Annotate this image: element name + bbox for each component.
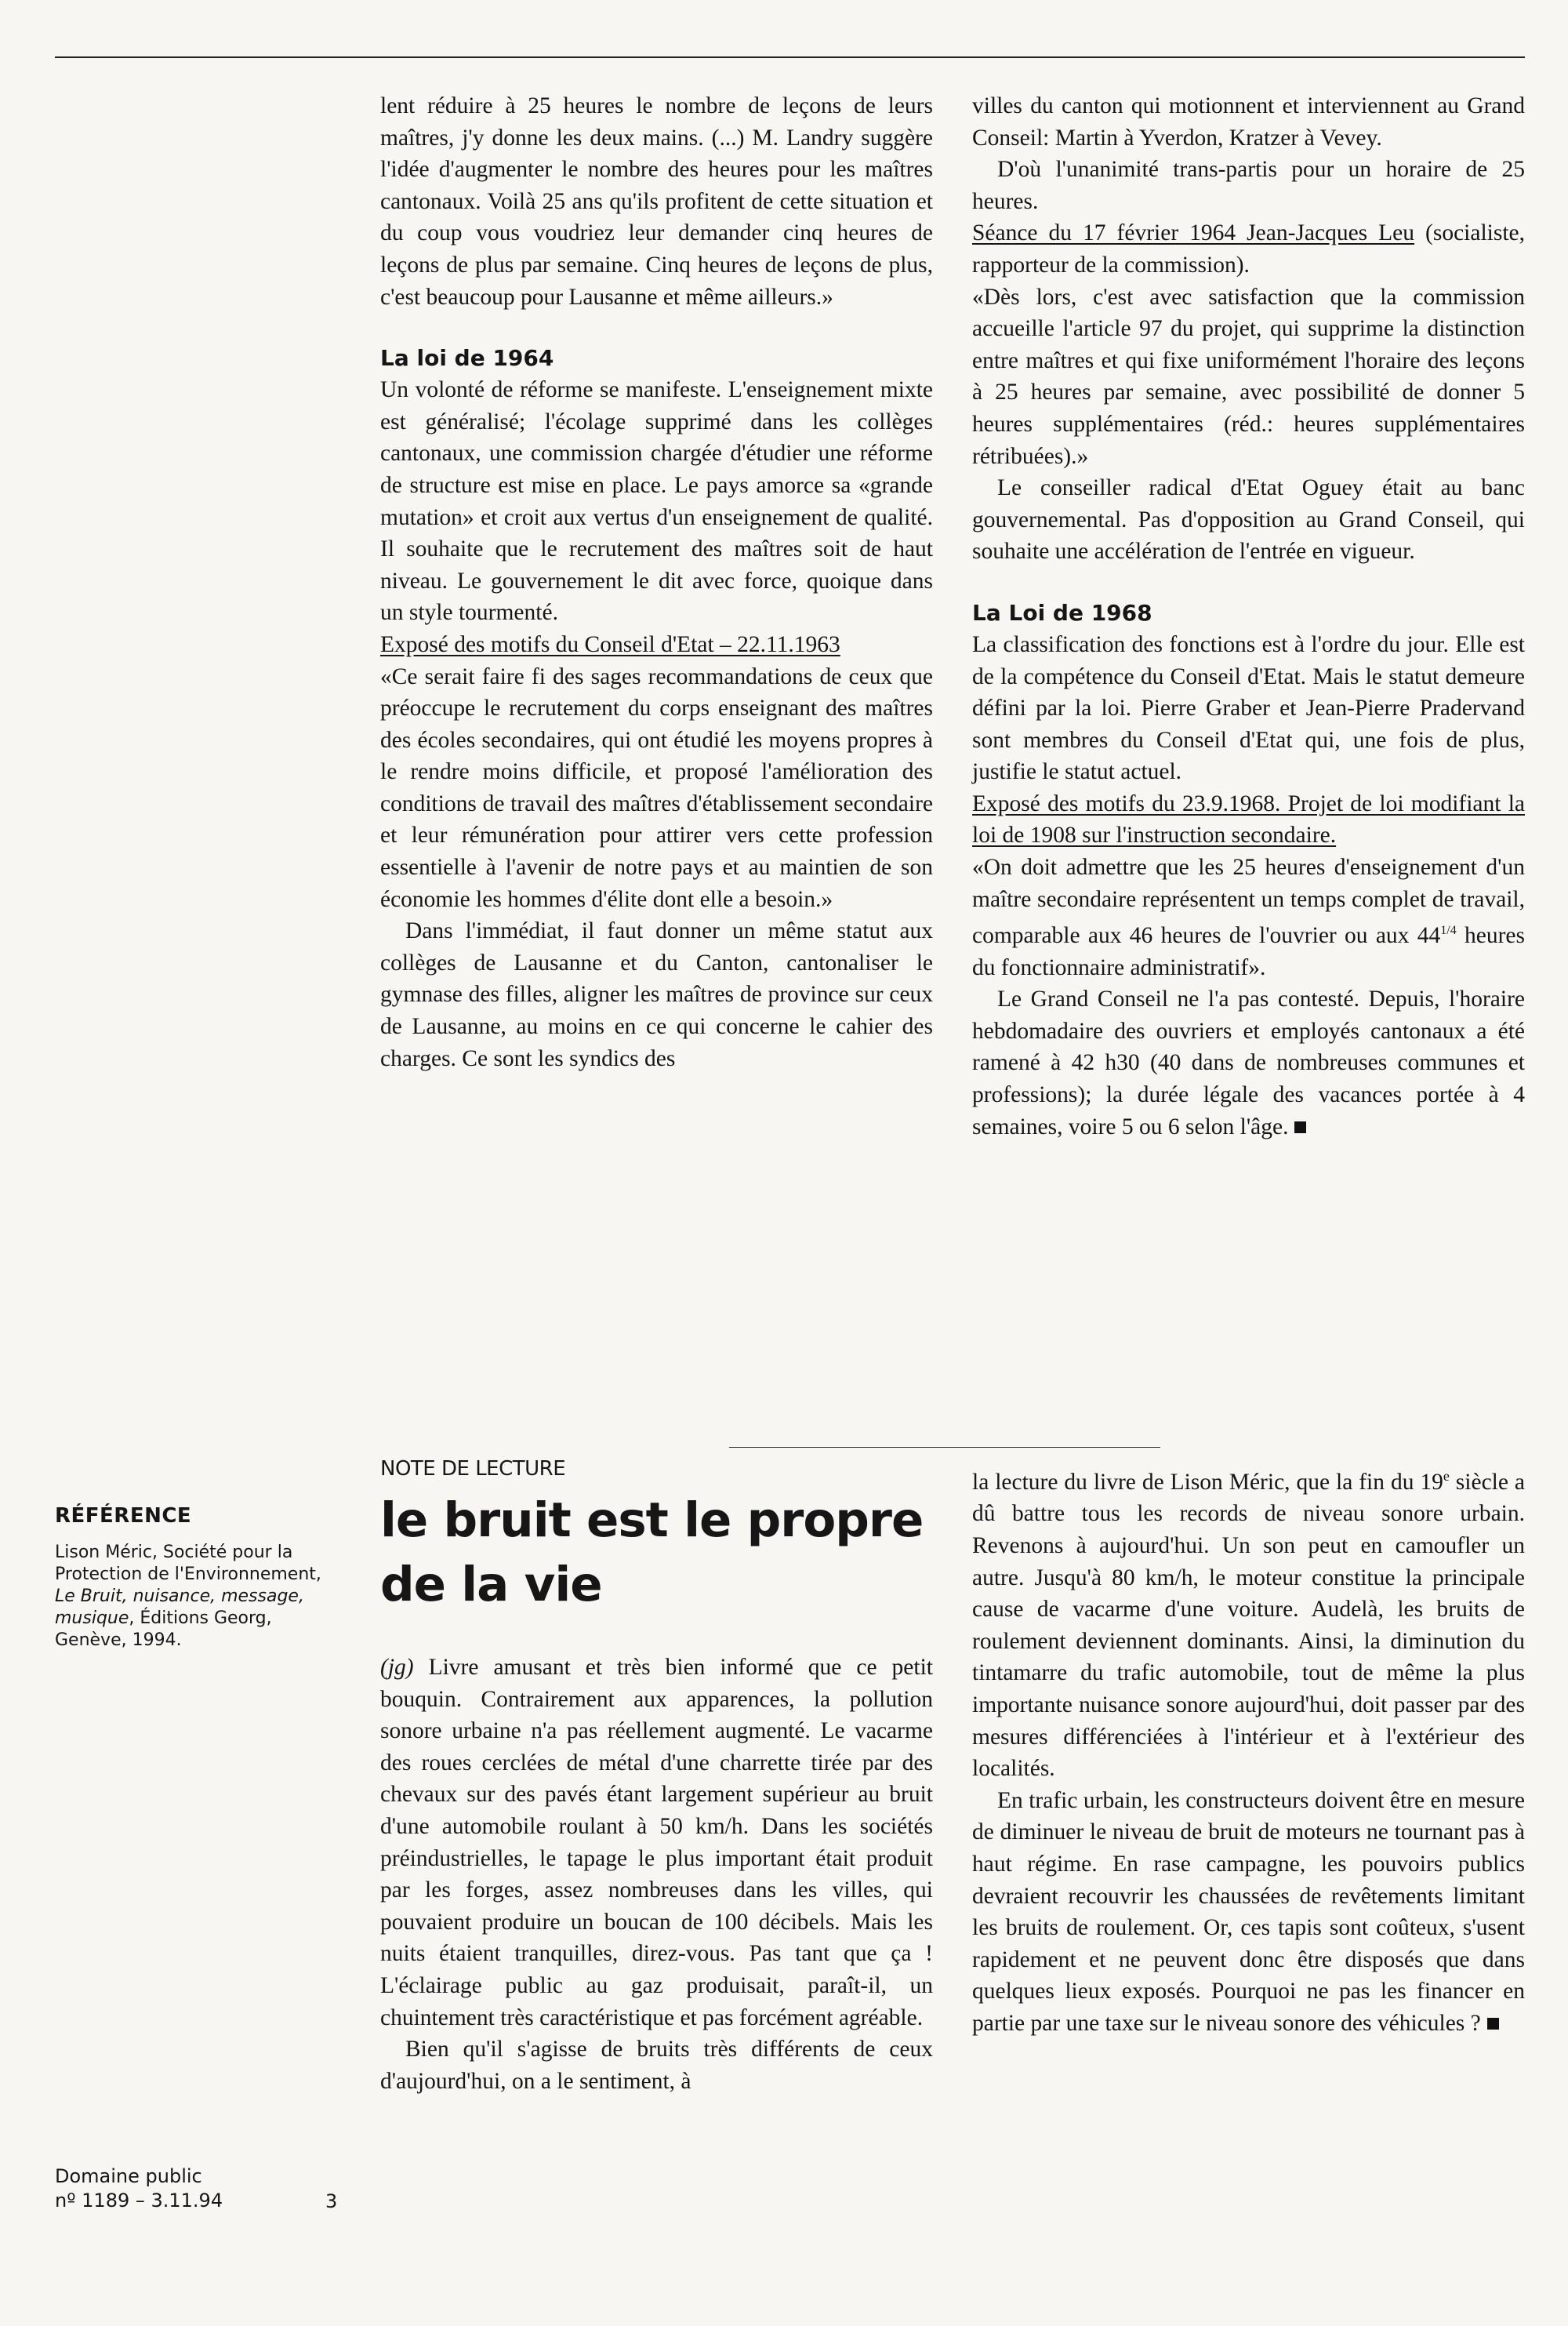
book-note-column-2 [972,1460,1525,2040]
superscript-quarter: 1/4 [1440,924,1457,938]
paragraph-1964: Un volonté de réforme se manifeste. L'enseignement mixte est généralisé; l'écolage supprimé dans les collèges cantonaux, une commission chargée d'étudier une réforme de structure est mise en place. Le pays amorce sa «grande mutation» et croit aux vertus d'un enseignement de qualité. Il souhaite que le recrutement des maîtres soit de haut niveau. Le gouvernement le dit avec force, quoique dans un style tourmenté. [380,377,933,626]
paragraph-immediat: Dans l'immédiat, il faut donner un même statut aux collèges de Lausanne et du Canton, cantonaliser le gymnase des filles, aligner les maîtres de province sur ceux de Lausanne, au moins en ce qui concerne le cahier des charges. Ce sont les syndics des [380,918,933,1071]
publication-name: Domaine public [55,2165,202,2187]
book-note-paragraph-1: (jg) Livre amusant et très bien informé que ce petit bouquin. Contrairement aux apparences, la pollution sonore urbaine n'a pas réellement augmenté. Le vacarme des roues cerclées de métal d'une charrette tirée par des chevaux sur des pavés étant largement supérieur au bruit d'une automobile roulant à 50 km/h. Dans les sociétés préindustrielles, le tapage le plus important était produit par les forges, assez nombreuses dans les villes, qui pouvaient produire un boucan de 100 décibels. Mais les nuits étaient tranquilles, direz-vous. Pas tant que ça ! L'éclairage public au gaz produisait, paraît-il, un chuintement très caractéristique et pas forcément agréable. [380,1655,933,2030]
reference-text: Lison Méric, Société pour la Protection de l'Environnement, Le Bruit, nuisance, message, musique, Éditions Georg, Genève, 1994. [55,1543,321,1650]
book-note-column-1 [380,1652,933,2097]
top-rule [55,56,1525,58]
book-note-paragraph-4: En trafic urbain, les constructeurs doivent être en mesure de diminuer le niveau de bruit de moteurs ne tournant pas à haut régime. En rase campagne, les pouvoirs publics devraient recouvrir les chaussées de revêtements limitant les bruits de roulement. Or, ces tapis sont coûteux, s'usent rapidement et ne peuvent donc être disposés que dans quelques lieux exposés. Pourquoi ne pas les financer en partie par une taxe sur le niveau sonore des véhicules ? [972,1787,1525,2036]
quote-1968: «On doit admettre que les 25 heures d'enseignement d'un maître secondaire représentent un temps complet de travail, comparable aux 46 heures de l'ouvrier ou aux $44^{1/4}$ heures du fonctionnaire administratif». [972,855,1525,980]
end-of-article-square-icon [1487,2018,1499,2030]
paragraph-1968: La classification des fonctions est à l'ordre du jour. Elle est de la compétence du Conseil d'Etat. Mais le statut demeure défini par la loi. Pierre Graber et Jean-Pierre Pradervand sont membres du Conseil d'Etat qui, une fois de plus, justifie le statut actuel. [972,631,1525,785]
paragraph-conteste: Le Grand Conseil ne l'a pas contesté. Depuis, l'horaire hebdomadaire des ouvriers et employés cantonaux a été ramené à 42 h30 (40 dans de nombreuses communes et professions); la durée légale des vacances portée à 4 semaines, voire 5 ou 6 selon l'âge. [972,987,1525,1139]
end-of-article-square-icon [1294,1121,1306,1133]
source-citation-1963: Exposé des motifs du Conseil d'Etat – 22.11.1963 [380,631,840,657]
issue-number: nº 1189 – 3.11.94 [55,2190,223,2212]
paragraph-oguey: Le conseiller radical d'Etat Oguey était au banc gouvernemental. Pas d'opposition au Grand Conseil, qui souhaite une accélération de l'entrée en vigueur. [972,475,1525,565]
book-note-paragraph-3: la lecture du livre de Lison Méric, que la fin du 19e siècle a dû battre tous les records de niveau sonore urbain. Revenons à aujourd'hui. Un son peut en camoufler un autre. Jusqu'à 80 km/h, le moteur constitue la principale cause de vacarme d'une voiture. Audelà, les bruits de roulement deviennent dominants. Ainsi, la diminution du tintamarre du trafic automobile, tout de même la plus importante nuisance sonore aujourd'hui, doit passer par des mesures différenciées à l'intérieur et à l'extérieur des localités. [972,1468,1525,1782]
section-divider [729,1447,1160,1448]
author-initials: (jg) [380,1655,414,1680]
quote-1964: «Dès lors, c'est avec satisfaction que la commission accueille l'article 97 du projet, qui supprime la distinction entre maîtres et qui fixe uniformément l'horaire des leçons à 25 heures par semaine, avec possibilité de donner 5 heures supplémentaires (réd.: heures supplémentaires rétribuées).» [972,284,1525,469]
reference-heading: RÉFÉRENCE [55,1504,192,1528]
book-note-paragraph-2: Bien qu'il s'agisse de bruits très différents de ceux d'aujourd'hui, on a le sentiment, à [380,2037,933,2094]
heading-loi-1964: La loi de 1964 [380,345,554,372]
source-citation-1968: Exposé des motifs du 23.9.1968. Projet de loi modifiant la loi de 1908 sur l'instruction secondaire. [972,790,1525,849]
quote-1963: «Ce serait faire fi des sages recommandations de ceux que préoccupe le recrutement du corps enseignant des maîtres des écoles secondaires, qui ont étudié les moyens propres à le rendre moins difficile, et proposé l'amélioration des conditions de travail des maîtres d'établissement secondaire et leur rémunération pour attirer vers cette profession essentielle à l'avenir de notre pays et au maintien de son économie les hommes d'élite dont elle a besoin.» [380,663,933,912]
paragraph-intro: lent réduire à 25 heures le nombre de leçons de leurs maîtres, j'y donne les deux mains. (...) M. Landry suggère l'idée d'augmenter le nombre des heures pour les maîtres cantonaux. Voilà 25 ans qu'ils profitent de cette situation et du coup vous voudriez leur demander cinq heures de leçons de plus par semaine. Cinq heures de leçons de plus, c'est beaucoup pour Lausanne et même ailleurs.» [380,93,933,310]
paragraph-unanimite: D'où l'unanimité trans-partis pour un horaire de 25 heures. [972,157,1525,214]
reference-book-title: Le Bruit, nuisance, message, musique [55,1586,304,1628]
article-column-2 [972,90,1525,1143]
paragraph-villes: villes du canton qui motionnent et interviennent au Grand Conseil: Martin à Yverdon, Kratzer à Vevey. [972,93,1525,151]
source-citation-1964: Séance du 17 février 1964 Jean-Jacques Leu [972,220,1415,246]
page-number: 3 [325,2190,338,2212]
book-note-headline: le bruit est le propre de la vie [380,1492,924,1612]
article-column-1 [380,90,933,1074]
footer-publication [55,2164,223,2213]
source-citation-1964-cont: (socialiste, rapporteur de la commission). [972,220,1526,278]
section-kicker: NOTE DE LECTURE [380,1457,566,1481]
heading-loi-1968: La Loi de 1968 [972,599,1152,626]
